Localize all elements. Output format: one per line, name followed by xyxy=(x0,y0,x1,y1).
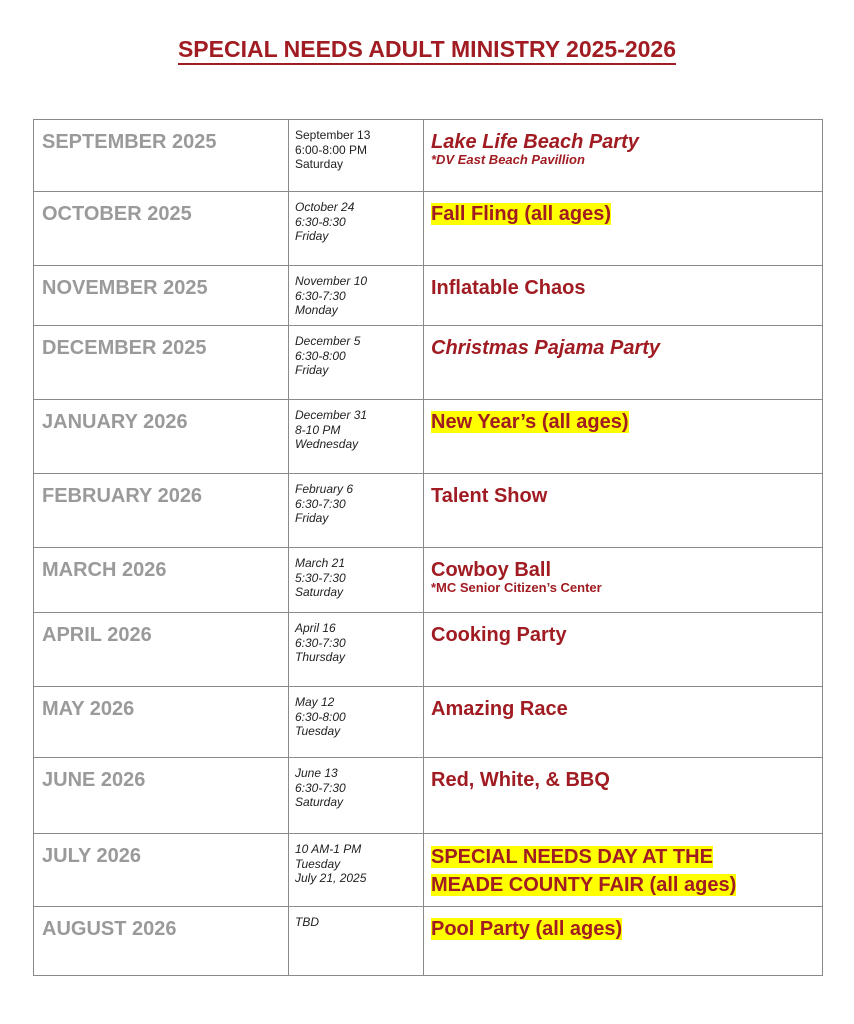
event-day: Tuesday xyxy=(295,856,341,871)
month-label: APRIL 2026 xyxy=(42,624,152,646)
month-cell xyxy=(34,613,289,687)
month-label: MARCH 2026 xyxy=(42,559,167,581)
event-day: Friday xyxy=(295,511,329,525)
event-cell xyxy=(424,834,823,907)
table-row xyxy=(34,834,823,907)
event-time: 6:30-8:30 xyxy=(295,214,346,229)
event-date: May 12 xyxy=(295,695,335,709)
when-cell xyxy=(289,192,424,266)
event-when xyxy=(289,400,423,452)
event-time: 6:30-7:30 xyxy=(295,496,346,511)
event-when xyxy=(289,548,423,600)
event-cell xyxy=(424,326,823,400)
table-row xyxy=(34,192,823,266)
month-label: DECEMBER 2025 xyxy=(42,337,207,359)
event-day: Saturday xyxy=(295,585,344,599)
table-row xyxy=(34,400,823,474)
event-name: Red, White, & BBQ xyxy=(431,769,610,791)
month-cell xyxy=(34,907,289,976)
event xyxy=(424,834,822,899)
event-name: Cooking Party xyxy=(431,624,567,646)
event-date: September 13 xyxy=(295,128,371,142)
month-cell xyxy=(34,120,289,192)
month-cell xyxy=(34,474,289,548)
month-cell xyxy=(34,400,289,474)
month-cell xyxy=(34,192,289,266)
event-time: 6:00-8:00 PM xyxy=(295,142,368,157)
event-cell xyxy=(424,907,823,976)
event-when xyxy=(289,758,423,810)
event-cell xyxy=(424,192,823,266)
event-name: Christmas Pajama Party xyxy=(431,337,661,359)
event xyxy=(424,474,822,509)
event-date: February 6 xyxy=(295,482,354,496)
event-day: Friday xyxy=(295,229,329,243)
event xyxy=(424,326,822,361)
event-name: Pool Party (all ages) xyxy=(431,918,623,940)
when-cell xyxy=(289,548,424,613)
event-when xyxy=(289,474,423,526)
month-label: FEBRUARY 2026 xyxy=(42,485,203,507)
when-cell xyxy=(289,834,424,907)
event-date: June 13 xyxy=(295,766,338,780)
event-date: October 24 xyxy=(295,200,355,214)
month-label: OCTOBER 2025 xyxy=(42,203,192,225)
table-row xyxy=(34,758,823,834)
event-time: 6:30-7:30 xyxy=(295,780,346,795)
event-cell xyxy=(424,613,823,687)
month-label: JANUARY 2026 xyxy=(42,411,188,433)
event xyxy=(424,120,822,167)
event-cell xyxy=(424,687,823,758)
event-day: Monday xyxy=(295,303,338,317)
event xyxy=(424,192,822,227)
event xyxy=(424,266,822,301)
month-cell xyxy=(34,548,289,613)
month-cell xyxy=(34,266,289,326)
event-when xyxy=(289,192,423,244)
event-name: Amazing Race xyxy=(431,698,568,720)
event-time: 5:30-7:30 xyxy=(295,570,346,585)
event xyxy=(424,613,822,648)
table-row xyxy=(34,120,823,192)
month-cell xyxy=(34,834,289,907)
event-cell xyxy=(424,474,823,548)
event-cell xyxy=(424,266,823,326)
event-day: Friday xyxy=(295,363,329,377)
table-row xyxy=(34,613,823,687)
when-cell xyxy=(289,266,424,326)
event xyxy=(424,548,822,595)
event-name: Cowboy Ball xyxy=(431,559,552,581)
event-day: Tuesday xyxy=(295,724,341,738)
event-time: 10 AM-1 PM xyxy=(295,842,362,856)
table-row xyxy=(34,687,823,758)
event-date: TBD xyxy=(295,915,319,929)
event-time: 6:30-7:30 xyxy=(295,288,346,303)
event-name: New Year’s (all ages) xyxy=(431,411,629,433)
when-cell xyxy=(289,758,424,834)
event-cell xyxy=(424,548,823,613)
event-date: April 16 xyxy=(295,621,336,635)
when-cell xyxy=(289,907,424,976)
event-when xyxy=(289,613,423,665)
event-when xyxy=(289,326,423,378)
event xyxy=(424,400,822,435)
month-label: AUGUST 2026 xyxy=(42,918,177,940)
month-cell xyxy=(34,758,289,834)
month-cell xyxy=(34,687,289,758)
page-title-text: SPECIAL NEEDS ADULT MINISTRY 2025-2026 xyxy=(178,36,676,65)
month-label: MAY 2026 xyxy=(42,698,135,720)
event-when xyxy=(289,907,423,930)
event-when xyxy=(289,834,423,886)
event-date: December 5 xyxy=(295,334,361,348)
event-date: December 31 xyxy=(295,408,368,422)
page-title xyxy=(0,36,854,63)
event-name: Talent Show xyxy=(431,485,548,507)
event-name: Lake Life Beach Party xyxy=(431,131,639,153)
month-cell xyxy=(34,326,289,400)
when-cell xyxy=(289,326,424,400)
month-label: NOVEMBER 2025 xyxy=(42,277,208,299)
event-day: Wednesday xyxy=(295,437,359,451)
event-time: 6:30-8:00 xyxy=(295,709,346,724)
event-time: 6:30-7:30 xyxy=(295,635,346,650)
event-when xyxy=(289,120,423,172)
month-label: SEPTEMBER 2025 xyxy=(42,131,217,153)
event-day: Saturday xyxy=(295,795,344,809)
event-location-note: *MC Senior Citizen’s Center xyxy=(431,580,602,595)
when-cell xyxy=(289,120,424,192)
event-cell xyxy=(424,758,823,834)
event xyxy=(424,907,822,942)
when-cell xyxy=(289,613,424,687)
event xyxy=(424,758,822,793)
event xyxy=(424,687,822,722)
table-row xyxy=(34,266,823,326)
event-day: Saturday xyxy=(295,157,344,171)
event-when xyxy=(289,687,423,739)
table-row xyxy=(34,548,823,613)
event-date: November 10 xyxy=(295,274,368,288)
when-cell xyxy=(289,400,424,474)
event-time: 8-10 PM xyxy=(295,422,341,437)
event-date: March 21 xyxy=(295,556,346,570)
when-cell xyxy=(289,687,424,758)
schedule-table xyxy=(33,119,823,976)
table-row xyxy=(34,326,823,400)
event-name: SPECIAL NEEDS DAY AT THE MEADE COUNTY FAIR (all ages) xyxy=(431,846,737,896)
event-location-note: *DV East Beach Pavillion xyxy=(431,152,585,167)
month-label: JULY 2026 xyxy=(42,845,141,867)
event-name: Fall Fling (all ages) xyxy=(431,203,612,225)
event-cell xyxy=(424,120,823,192)
event-day: Thursday xyxy=(295,650,346,664)
event-time: 6:30-8:00 xyxy=(295,348,346,363)
event-cell xyxy=(424,400,823,474)
event-date: July 21, 2025 xyxy=(295,871,367,885)
table-row xyxy=(34,907,823,976)
event-name: Inflatable Chaos xyxy=(431,277,586,299)
when-cell xyxy=(289,474,424,548)
month-label: JUNE 2026 xyxy=(42,769,146,791)
event-when xyxy=(289,266,423,318)
table-row xyxy=(34,474,823,548)
